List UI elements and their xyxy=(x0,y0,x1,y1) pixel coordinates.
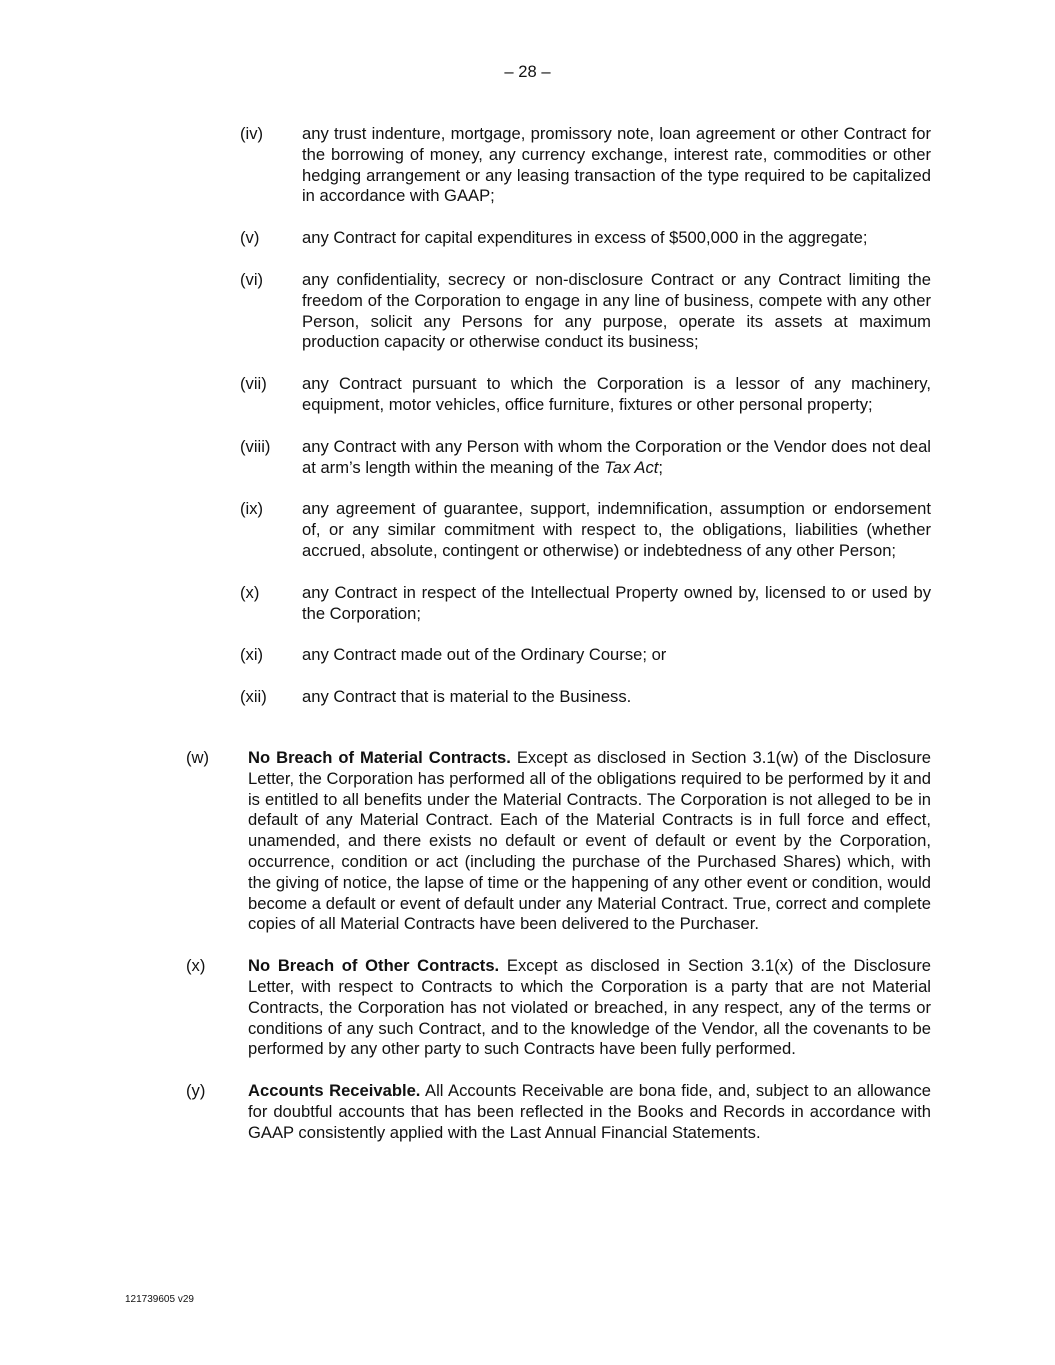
list-item xyxy=(240,687,931,708)
item-number: (xii) xyxy=(240,687,267,707)
list-item xyxy=(240,437,931,479)
section-number: (x) xyxy=(186,956,206,976)
section-y xyxy=(186,1081,931,1143)
section-text: Except as disclosed in Section 3.1(w) of the Disclosure Letter, the Corporation has performed all of the obligations required to be performed by it and is entitled to all benefits under the Material Contracts. The Corporation is not alleged to be in default of any Material Contract. Each of the Material Contracts is in full force and effect, unamended, and there exists no default or event of default or event by the Corporation, occurrence, condition or act (including the purchase of the Purchased Shares) which, with the giving of notice, the lapse of time or the happening of any other event or condition, would become a default or event of default under any Material Contract. True, correct and complete copies of all Material Contracts have been delivered to the Purchaser. xyxy=(248,748,931,934)
section-text: All Accounts Receivable are bona fide, and, subject to an allowance for doubtful accounts that has been reflected in the Books and Records in accordance with GAAP consistently applied with the Last Annual Financial Statements. xyxy=(248,1081,931,1142)
section-list xyxy=(186,748,931,1165)
section-heading: No Breach of Material Contracts. xyxy=(248,748,511,767)
item-text: any Contract made out of the Ordinary Course; or xyxy=(302,645,667,665)
section-number: (y) xyxy=(186,1081,206,1101)
item-number: (iv) xyxy=(240,124,264,143)
list-item xyxy=(240,645,931,666)
list-item xyxy=(240,499,931,561)
item-number: (ix) xyxy=(240,499,264,519)
item-text: any Contract for capital expenditures in excess of $500,000 in the aggregate; xyxy=(302,228,868,248)
page-number: – 28 – xyxy=(504,62,551,81)
list-item xyxy=(240,228,931,249)
section-w xyxy=(186,748,931,935)
section-body xyxy=(248,748,931,935)
item-text: any Contract in respect of the Intellectual Property owned by, licensed to or used by the Corporation; xyxy=(302,582,931,623)
item-number: (xi) xyxy=(240,645,264,665)
item-text xyxy=(302,437,931,479)
item-number: (v) xyxy=(240,228,260,248)
item-text-after: ; xyxy=(658,457,663,477)
item-number: (viii) xyxy=(240,436,271,456)
item-text: any agreement of guarantee, support, indemnification, assumption or endorsement of, or any similar commitment with respect to, the obligations, liabilities (whether accrued, absolute, contingent or otherwise) or indebtedness of any other Person; xyxy=(302,499,931,560)
section-number: (w) xyxy=(186,748,210,767)
section-text: Except as disclosed in Section 3.1(x) of the Disclosure Letter, with respect to Contracts to which the Corporation is a party that are not Material Contracts, the Corporation has not violated or breached, in any respect, any of the terms or conditions of any such Contract, and to the knowledge of the Vendor, all the covenants to be performed by any other party to such Contracts have been fully performed. xyxy=(248,956,931,1059)
section-body xyxy=(248,956,931,1060)
item-text: any confidentiality, secrecy or non-disclosure Contract or any Contract limiting the freedom of the Corporation to engage in any line of business, compete with any other Person, solicit any Persons for any purpose, operate its assets at maximum production capacity or otherwise conduct its business; xyxy=(302,269,931,352)
item-text: any Contract pursuant to which the Corporation is a lessor of any machinery, equipment, motor vehicles, office furniture, fixtures or other personal property; xyxy=(302,374,931,414)
section-body xyxy=(248,1081,931,1143)
list-item xyxy=(240,124,931,207)
item-number: (vi) xyxy=(240,269,264,289)
section-x xyxy=(186,956,931,1060)
contract-sub-list xyxy=(240,124,931,729)
list-item xyxy=(240,270,931,353)
tax-act-italic: Tax Act xyxy=(604,457,659,477)
item-number: (vii) xyxy=(240,374,267,394)
item-number: (x) xyxy=(240,582,260,602)
item-text: any trust indenture, mortgage, promissory note, loan agreement or other Contract for the borrowing of money, any currency exchange, interest rate, commodities or other hedging arrangement or any leasing transaction of the type required to be capitalized in accordance with GAAP; xyxy=(302,124,931,206)
list-item xyxy=(240,374,931,416)
item-text: any Contract that is material to the Business. xyxy=(302,687,632,707)
section-heading: No Breach of Other Contracts. xyxy=(248,956,500,976)
item-text-before: any Contract with any Person with whom the Corporation or the Vendor does not deal at arm’s length within the meaning of the xyxy=(302,436,931,477)
document-id-footer: 121739605 v29 xyxy=(125,1294,194,1305)
list-item xyxy=(240,583,931,625)
section-heading: Accounts Receivable. xyxy=(248,1081,421,1101)
